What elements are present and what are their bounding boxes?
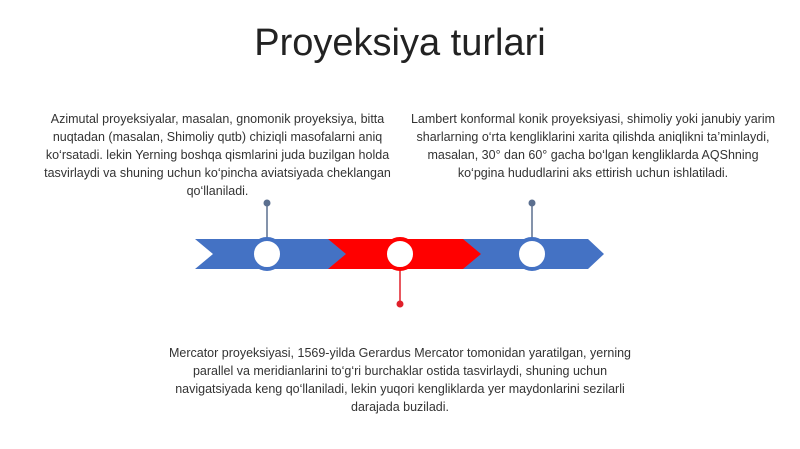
connector-dot-mercator xyxy=(397,301,404,308)
slide-title: Proyeksiya turlari xyxy=(254,22,546,64)
timeline-node-azimutal xyxy=(252,239,282,269)
connector-dot-azimutal xyxy=(264,200,271,207)
description-lambert: Lambert konformal konik proyeksiyasi, shimoliy yoki janubiy yarim sharlarning o‘rta kengliklarini xarita qilishda aniqlikni ta’minlaydi, masalan, 30° dan 60° gacha bo‘lgan kengliklarda AQShning ko‘pgina hududlarini aks ettirish uchun ishlatiladi. xyxy=(410,112,776,180)
timeline-node-mercator xyxy=(385,239,415,269)
description-azimutal: Azimutal proyeksiyalar, masalan, gnomonik proyeksiya, bitta nuqtadan (masalan, Shimoliy qutb) chiziqli masofalarni aniq ko‘rsatadi. lekin Yerning boshqa qismlarini juda buzilgan holda tasvirlaydi va shuning uchun ko‘pincha aviatsiyada cheklangan qo‘llaniladi. xyxy=(44,112,391,198)
timeline-node-lambert xyxy=(517,239,547,269)
connector-dot-lambert xyxy=(529,200,536,207)
description-mercator: Mercator proyeksiyasi, 1569-yilda Gerardus Mercator tomonidan yaratilgan, yerning parallel va meridianlarini to‘g‘ri burchaklar ostida tasvirlaydi, shuning uchun navigatsiyada keng qo‘llaniladi, lekin yuqori kengliklarda yer maydonlarini sezilarli darajada buziladi. xyxy=(168,346,632,414)
